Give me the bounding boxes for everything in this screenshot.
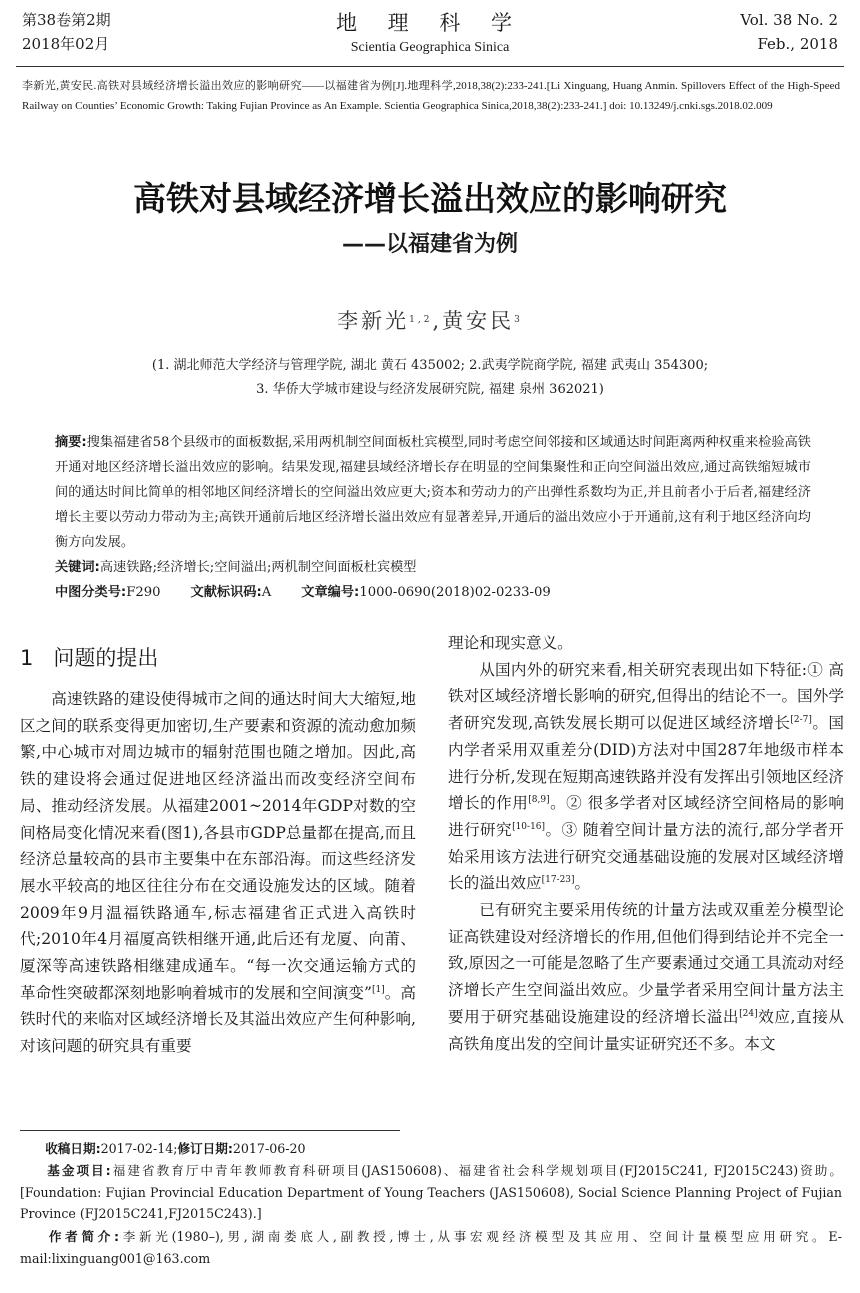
author-affil-sup: 3 bbox=[514, 315, 523, 325]
revised-date: 2017-06-20 bbox=[232, 1141, 306, 1156]
header-rule bbox=[16, 66, 844, 67]
clc-value: F290 bbox=[126, 585, 161, 600]
body-right-column bbox=[448, 630, 844, 1057]
footnote-dates bbox=[20, 1138, 842, 1160]
paragraph-text: 已有研究主要采用传统的计量方法或双重差分模型论证高铁建设对经济增长的作用,但他们得到结论并不完全一致,原因之一可能是忽略了生产要素通过交通工具流动对经济增长产生空间溢出效应。少量学者采用空间计量方法主要用于研究基础设施建设的经济增长溢出 bbox=[448, 901, 844, 1026]
section-heading bbox=[20, 643, 158, 673]
doc-code-label: 文献标识码: bbox=[190, 585, 262, 600]
footnote-author-bio bbox=[20, 1226, 842, 1269]
author-separator: , bbox=[432, 309, 443, 333]
received-label: 收稿日期: bbox=[45, 1141, 101, 1156]
citation-ref: [17-23] bbox=[541, 875, 575, 886]
volume-issue-cn: 第38卷第2期 bbox=[22, 11, 111, 29]
header-center bbox=[0, 10, 860, 58]
body-paragraph-continued: 理论和现实意义。 bbox=[448, 634, 573, 652]
article-number-value: 1000-0690(2018)02-0233-09 bbox=[359, 585, 551, 600]
footnote-funding bbox=[20, 1160, 842, 1225]
funding-text: 福建省教育厅中青年教师教育科研项目(JAS150608)、福建省社会科学规划项目(FJ2015C241, FJ2015C243)资助。[Foundation: Fujian Provincial Education Department of Young Teachers (JAS150608), Social Science Planning Project of Fujian Province (FJ2015C241,FJ2015C243).] bbox=[20, 1163, 842, 1221]
keywords-label: 关键词: bbox=[55, 560, 100, 575]
date-en: Feb., 2018 bbox=[757, 35, 838, 53]
revised-label: 修订日期: bbox=[177, 1141, 233, 1156]
author-line bbox=[0, 306, 860, 336]
clc-label: 中图分类号: bbox=[55, 585, 127, 600]
abstract bbox=[55, 430, 811, 555]
doc-code-group bbox=[191, 580, 272, 605]
funding-label: 基金项目: bbox=[45, 1163, 111, 1178]
paragraph-text: 。② 很多学者对区域经济空间格局的影响进行研究 bbox=[448, 794, 844, 839]
affiliations bbox=[40, 354, 820, 402]
citation-ref: [8,9] bbox=[528, 795, 550, 806]
journal-name-en: Scientia Geographica Sinica bbox=[350, 40, 510, 55]
paragraph-text: 。 bbox=[574, 874, 591, 893]
footnote-rule bbox=[20, 1130, 400, 1131]
body-left-column bbox=[20, 686, 416, 1060]
volume-issue-en: Vol. 38 No. 2 bbox=[740, 11, 838, 29]
clc-group bbox=[55, 580, 161, 605]
doc-code-value: A bbox=[261, 585, 272, 600]
citation-ref: [1] bbox=[371, 984, 385, 995]
journal-name-cn: 地 理 科 学 bbox=[335, 11, 525, 35]
paragraph-text: 效应,直接从高铁角度出发的空间计量实证研究还不多。本文 bbox=[448, 1007, 844, 1053]
received-date: 2017-02-14; bbox=[100, 1141, 178, 1156]
author-bio-text: 李新光(1980–),男,湖南娄底人,副教授,博士,从事宏观经济模型及其应用、空间计量模型应用研究。E-mail:lixinguang001@163.com bbox=[20, 1229, 843, 1266]
body-paragraph bbox=[20, 686, 416, 1060]
paragraph-text: 。③ 随着空间计量方法的流行,部分学者开始采用该方法进行研究交通基础设施的发展对区域经济增长的溢出效应 bbox=[448, 820, 844, 893]
abstract-text: 搜集福建省58个县级市的面板数据,采用两机制空间面板杜宾模型,同时考虑空间邻接和区域通达时间距离两种权重来检验高铁开通对地区经济增长溢出效应的影响。结果发现,福建县域经济增长存在明显的空间集聚性和正向空间溢出效应,通过高铁缩短城市间的通达时间比简单的相邻地区间经济增长的空间溢出效应更大;资本和劳动力的产出弹性系数均为正,并且前者小于后者,福建经济增长主要以劳动力带动为主;高铁开通前后地区经济增长溢出效应有显著差异,开通后的溢出效应小于开通前,这有利于地区经济向均衡方向发展。 bbox=[55, 435, 811, 550]
paragraph-text: 。国内学者采用双重差分(DID)方法对中国287年地级市样本进行分析,发现在短期高速铁路并没有发挥出引领地区经济增长的作用 bbox=[448, 714, 844, 813]
classification-line bbox=[55, 580, 811, 605]
author-name: 李新光 bbox=[337, 309, 410, 333]
header-right bbox=[740, 8, 838, 56]
date-cn: 2018年02月 bbox=[22, 35, 110, 53]
section-number: 1 bbox=[20, 646, 34, 670]
keywords-text: 高速铁路;经济增长;空间溢出;两机制空间面板杜宾模型 bbox=[99, 560, 417, 575]
paragraph-text: 。高铁时代的来临对区域经济增长及其溢出效应产生何种影响,对该问题的研究具有重要 bbox=[20, 983, 416, 1056]
citation-block: 李新光,黄安民.高铁对县域经济增长溢出效应的影响研究——以福建省为例[J].地理科学,2018,38(2):233-241.[Li Xinguang, Huang Anmin. Spillovers Effect of the High-Speed Railway on Counties’ Economic Growth: Taking Fujian Province as An Example. Scientia Geographica Sinica,2018,38(2):233-241.] doi: 10.13249/j.cnki.sgs.2018.02.009 bbox=[22, 80, 840, 112]
citation-ref: [2-7] bbox=[790, 715, 812, 726]
author-bio-label: 作者简介: bbox=[45, 1229, 120, 1244]
body-paragraph bbox=[448, 897, 844, 1057]
citation-ref: [24] bbox=[739, 1008, 758, 1019]
abstract-label: 摘要: bbox=[55, 435, 87, 450]
section-title: 问题的提出 bbox=[53, 646, 159, 670]
body-paragraph bbox=[448, 657, 844, 897]
paper-subtitle: ——以福建省为例 bbox=[341, 232, 518, 257]
paper-title: 高铁对县域经济增长溢出效应的影响研究 bbox=[133, 179, 727, 218]
article-number-group bbox=[301, 585, 551, 600]
article-number-label: 文章编号: bbox=[301, 585, 360, 600]
paragraph-text: 高速铁路的建设使得城市之间的通达时间大大缩短,地区之间的联系变得更加密切,生产要素和资源的流动愈加频繁,中心城市对周边城市的辐射范围也随之增加。因此,高铁的建设将会通过促进地区经济溢出而改变经济空间布局、推动经济发展。从福建2001~2014年GDP对数的空间格局变化情况来看(图1),各县市GDP总量都在提高,而且经济总量较高的县市主要集中在东部沿海。而这些经济发展水平较高的地区往往分布在交通设施发达的区域。随着2009年9月温福铁路通车,标志福建省正式进入高铁时代;2010年4月福厦高铁相继开通,此后还有龙厦、向莆、厦深等高速铁路相继建成通车。“每一次交通运输方式的革命性突破都深刻地影响着城市的发展和空间演变” bbox=[20, 690, 416, 1002]
keywords bbox=[55, 555, 811, 580]
affiliation-line: 3. 华侨大学城市建设与经济发展研究院, 福建 泉州 362021) bbox=[256, 382, 604, 397]
author-name: 黄安民 bbox=[442, 309, 515, 333]
citation-ref: [10-16] bbox=[512, 821, 546, 832]
paragraph-text: 从国内外的研究来看,相关研究表现出如下特征:① 高铁对区域经济增长影响的研究,但得出的结论不一。国外学者研究发现,高铁发展长期可以促进区域经济增长 bbox=[448, 660, 844, 733]
author-affil-sup: 1,2 bbox=[409, 315, 433, 325]
affiliation-line: (1. 湖北师范大学经济与管理学院, 湖北 黄石 435002; 2.武夷学院商学院, 福建 武夷山 354300; bbox=[151, 358, 709, 373]
